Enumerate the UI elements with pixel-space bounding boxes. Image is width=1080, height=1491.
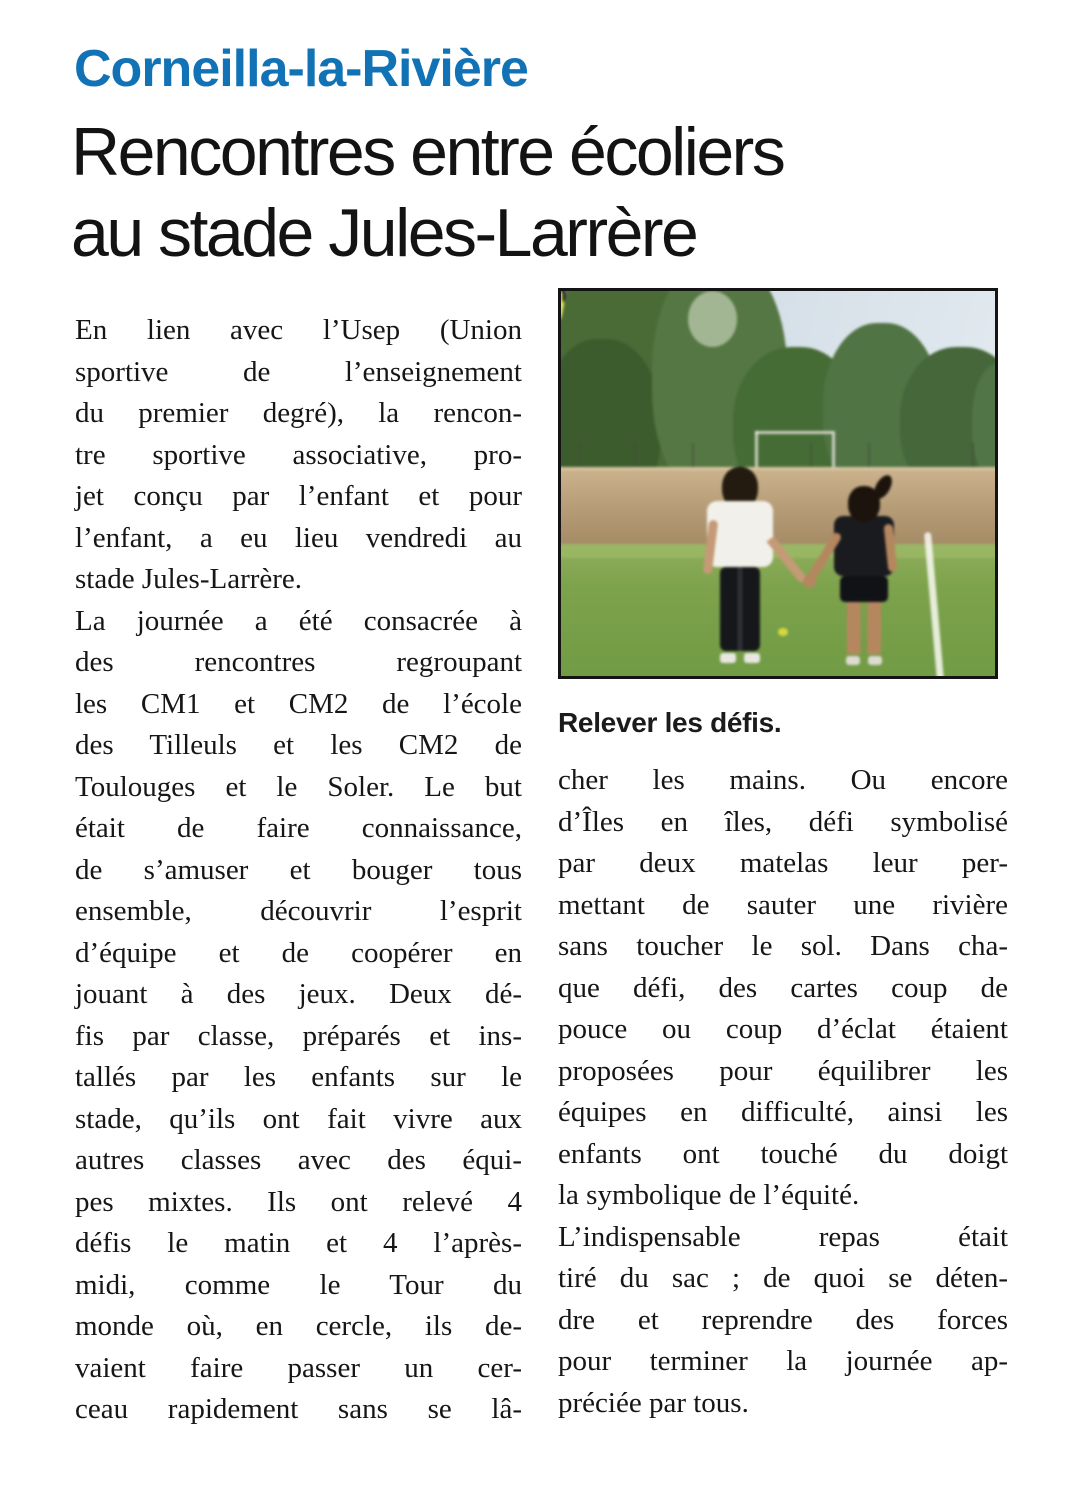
person-ponytail-hair bbox=[848, 486, 880, 522]
text-line: pouce ou coup d’éclat étaient bbox=[558, 1013, 1008, 1045]
text-line: équipes en difficulté, ainsi les bbox=[558, 1096, 1008, 1128]
text-line: stade, qu’ils ont fait vivre aux bbox=[75, 1102, 522, 1135]
text-line: sans toucher le sol. Dans cha- bbox=[558, 930, 1008, 962]
text-line: au stade Jules-Larrère bbox=[71, 195, 697, 271]
text-line: d’équipe et de coopérer en bbox=[75, 936, 522, 969]
text-line: mettant de sauter une rivière bbox=[558, 888, 1008, 921]
body-column-right bbox=[558, 760, 1008, 1424]
text-line: stade Jules-Larrère. bbox=[75, 563, 303, 595]
person-legs bbox=[847, 602, 881, 654]
person-shorts bbox=[840, 576, 888, 602]
article-headline bbox=[71, 112, 783, 274]
goal-post bbox=[832, 431, 835, 471]
text-line: par deux matelas leur per- bbox=[558, 847, 1008, 879]
text-line: pour terminer la journée ap- bbox=[558, 1345, 1008, 1377]
text-line: jet conçu par l’enfant et pour bbox=[75, 480, 522, 512]
text-line: L’indispensable repas était bbox=[558, 1220, 1008, 1253]
article-photo bbox=[558, 288, 998, 679]
text-line: tiré du sac ; de quoi se déten- bbox=[558, 1262, 1008, 1294]
text-line: la symbolique de l’équité. bbox=[558, 1179, 860, 1211]
text-line: cher les mains. Ou encore bbox=[558, 764, 1008, 796]
person-white-shirt bbox=[705, 467, 775, 679]
text-line: était de faire connaissance, bbox=[75, 812, 522, 844]
text-line: En lien avec l’Usep (Union bbox=[75, 314, 522, 346]
text-line: du premier degré), la rencon- bbox=[75, 397, 522, 429]
text-line: préciée par tous. bbox=[558, 1386, 749, 1419]
text-line: monde où, en cercle, ils de- bbox=[75, 1310, 522, 1342]
goal-frame bbox=[755, 431, 832, 434]
text-line: midi, comme le Tour du bbox=[75, 1268, 522, 1301]
person-legs bbox=[720, 567, 760, 651]
photo-caption: Relever les défis. bbox=[558, 707, 782, 738]
photo-kid-figure bbox=[558, 288, 565, 369]
body-column-left bbox=[75, 310, 522, 1431]
text-line: jouant à des jeux. Deux dé- bbox=[75, 978, 522, 1010]
text-line: tallés par les enfants sur le bbox=[75, 1061, 522, 1093]
text-line: défis le matin et 4 l’après- bbox=[75, 1227, 522, 1259]
text-line: Rencontres entre écoliers bbox=[71, 114, 784, 190]
text-line: proposées pour équilibrer les bbox=[558, 1054, 1008, 1087]
person-shoes bbox=[832, 656, 896, 665]
text-line: autres classes avec des équi- bbox=[75, 1144, 522, 1176]
wall-embankment bbox=[558, 467, 998, 551]
text-line: ensemble, découvrir l’esprit bbox=[75, 895, 522, 927]
text-line: fis par classe, préparés et ins- bbox=[75, 1019, 522, 1052]
text-line: dre et reprendre des forces bbox=[558, 1303, 1008, 1336]
article-kicker: Corneilla-la-Rivière bbox=[74, 40, 528, 98]
field-marker bbox=[778, 628, 788, 636]
text-line: que défi, des cartes coup de bbox=[558, 971, 1008, 1004]
text-line: Toulouges et le Soler. Le but bbox=[75, 770, 522, 803]
goal-post bbox=[755, 431, 758, 471]
text-line: vaient faire passer un cer- bbox=[75, 1351, 522, 1384]
text-line: pes mixtes. Ils ont relevé 4 bbox=[75, 1185, 522, 1218]
text-line: d’Îles en îles, défi symbolisé bbox=[558, 805, 1008, 838]
person-shoes bbox=[705, 653, 775, 663]
holding-hands bbox=[803, 575, 816, 588]
photo-scene bbox=[558, 288, 998, 679]
person-black-shirt bbox=[832, 486, 896, 680]
text-line: des Tilleuls et les CM2 de bbox=[75, 729, 522, 761]
text-line: l’enfant, a eu lieu vendredi au bbox=[75, 521, 522, 554]
text-line: ceau rapidement sans se lâ- bbox=[75, 1393, 522, 1425]
text-line: les CM1 et CM2 de l’école bbox=[75, 687, 522, 720]
text-line: tre sportive associative, pro- bbox=[75, 438, 522, 471]
text-line: La journée a été consacrée à bbox=[75, 604, 522, 637]
text-line: de s’amuser et bouger tous bbox=[75, 853, 522, 886]
text-line: enfants ont touché du doigt bbox=[558, 1137, 1008, 1170]
text-line: sportive de l’enseignement bbox=[75, 355, 522, 388]
text-line: des rencontres regroupant bbox=[75, 646, 522, 678]
